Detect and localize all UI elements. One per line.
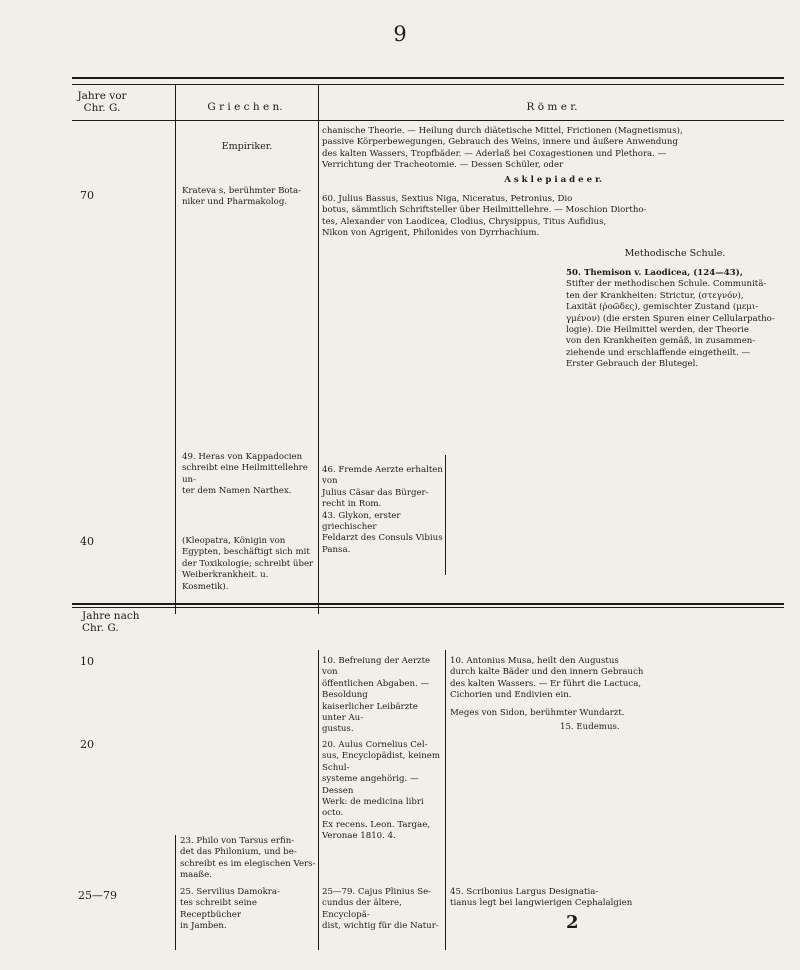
scribonius-line: tianus legt bei langwierigen Cephalalgien — [450, 898, 633, 909]
romans-col1-line: Feldarzt des Consuls Vibius — [322, 533, 443, 544]
year-20: 20 — [80, 738, 94, 751]
philo-line: det das Philonium, und be- — [180, 847, 297, 858]
years-after-line1: Jahre nach — [82, 610, 140, 622]
philo-line: 23. Philo von Tarsus erfin- — [180, 836, 295, 846]
themison-line: ten der Krankheiten: Strictur, (στεγνόν), — [566, 290, 744, 301]
romans-top-block — [322, 126, 784, 172]
romans-col1-line: recht in Rom. — [322, 499, 382, 510]
heras-line: 49. Heras von Kappadocien — [182, 452, 303, 462]
heras-line: schreibt eine Heilmittellehre un- — [182, 463, 308, 485]
method-school-heading: Methodische Schule. — [624, 248, 726, 259]
col-rule-years — [175, 84, 176, 614]
plinius-line: cundus der ältere, Encyclopä- — [322, 898, 402, 920]
col-rule-years-ad — [175, 835, 176, 950]
years-before-line2: Chr. G. — [83, 102, 121, 114]
page-number: 9 — [393, 22, 407, 46]
asklepiadeer-line: tes, Alexander von Laodicea, Clodius, Chrysippus, Titus Aufidius, — [322, 216, 607, 227]
years-after-line2: Chr. G. — [82, 622, 119, 634]
musa-line: des kalten Wassers. — Er führt die Lactuca, — [450, 678, 642, 689]
servilius-line: tes schreibt seine Receptbücher — [180, 898, 257, 920]
celsus-line: Werk: de medicina libri octo. — [322, 797, 424, 819]
asklepiadeer-line: 60. Julius Bassus, Sextius Niga, Niceratus, Petronius, Dio — [322, 194, 573, 204]
signature-mark: 2 — [566, 912, 579, 933]
romans-col1-line: Julius Cäsar das Bürger- — [322, 487, 429, 498]
philo-line: schreibt es im elegischen Vers- — [180, 858, 316, 869]
kleopatra-line: Weiberkrankheit. u. Kosmetik). — [182, 570, 269, 592]
plinius-line: 25—79. Cajus Plinius Se- — [322, 887, 432, 897]
kleopatra-line: der Toxikologie; schreibt über — [182, 558, 314, 569]
romans-ad-10-line: 10. Befreiung der Aerzte von — [322, 656, 431, 678]
celsus-line: 20. Aulus Cornelius Cel- — [322, 740, 428, 750]
themison-line: Stifter der methodischen Schule. Communitä- — [566, 279, 767, 290]
year-25-79: 25—79 — [78, 889, 117, 902]
greeks-column-header: G r i e c h e n. — [207, 101, 283, 113]
themison-line: logie). Die Heilmittel werden, der Theorie — [566, 325, 750, 336]
asklepiadeer-block — [322, 194, 784, 240]
themison-line: Erster Gebrauch der Blutegel. — [566, 359, 699, 370]
themison-line: von den Krankheiten gemäß, in zusammen- — [566, 336, 756, 347]
celsus-line: sus, Encyclopädist, keinem Schul- — [322, 751, 441, 773]
celsus-entry — [322, 740, 444, 843]
servilius-line: in Jamben. — [180, 921, 227, 932]
romans-col1-line: Pansa. — [322, 544, 351, 555]
years-before-header — [72, 90, 132, 114]
era-separator — [72, 603, 784, 605]
musa-line: Cichorien und Endivien ein. — [450, 690, 572, 701]
kratevas-line: Krateva s, berühmter Bota- — [182, 186, 302, 196]
servilius-line: 25. Servilius Damokra- — [180, 887, 280, 897]
year-70: 70 — [80, 189, 94, 202]
asklepiadeer-line: botus, sämmtlich Schriftsteller über Heilmittellehre. — Moschion Diortho- — [322, 205, 647, 216]
empiriker-heading: Empiriker. — [221, 141, 273, 152]
col-rule-greeks — [318, 84, 319, 614]
heras-entry — [182, 452, 316, 498]
themison-line: γμένον) (die ersten Spuren einer Cellularpatho- — [566, 313, 775, 324]
themison-entry — [566, 268, 786, 371]
years-after-header — [82, 610, 142, 634]
scribonius-entry — [450, 887, 784, 910]
kratevas-entry — [182, 186, 316, 209]
heras-line: ter dem Namen Narthex. — [182, 486, 292, 497]
kleopatra-entry — [182, 536, 316, 593]
kleopatra-line: Egypten, beschäftigt sich mit — [182, 547, 310, 558]
romans-ad-10-line: öffentlichen Abgaben. — Besoldung — [322, 678, 430, 701]
romans-ad-10 — [322, 656, 444, 736]
themison-line: 50. Themison v. Laodicea, (124—43), — [566, 268, 743, 278]
top-rule — [72, 77, 784, 79]
col-rule-greeks-ad — [318, 650, 319, 950]
asklepiadeer-heading: A s k l e p i a d e e r. — [504, 175, 602, 185]
celsus-line: Veronae 1810. 4. — [322, 831, 396, 842]
servilius-entry — [180, 887, 316, 933]
era-separator-thin — [72, 607, 784, 608]
celsus-line: systeme angehörig. — Dessen — [322, 774, 419, 796]
header-bottom-rule — [72, 120, 784, 121]
asklepiadeer-line: Nikon von Agrigent, Philonides von Dyrrhachium. — [322, 228, 540, 239]
philo-line: maaße. — [180, 870, 212, 881]
col-rule-romans-ad — [445, 650, 446, 950]
romans-column-header: R ö m e r. — [526, 101, 578, 113]
plinius-entry — [322, 887, 444, 933]
musa-line: durch kalte Bäder und den innern Gebrauch — [450, 667, 644, 678]
romans-top-line: des kalten Wassers, Tropfbäder. — Aderlaß bei Coxagestionen und Plethora. — — [322, 148, 667, 159]
musa-entry — [450, 656, 784, 702]
kleopatra-line: (Kleopatra, Königin von — [182, 536, 286, 546]
romans-col1-line: 43. Glykon, erster griechischer — [322, 510, 401, 533]
plinius-line: dist, wichtig für die Natur- — [322, 921, 439, 932]
musa-line: 10. Antonius Musa, heilt den Augustus — [450, 656, 619, 666]
romans-ad-10-line: kaiserlicher Leibärzte unter Au- — [322, 701, 418, 724]
romans-col1-entry — [322, 465, 446, 556]
romans-col1-line: 46. Fremde Aerzte erhalten von — [322, 465, 443, 487]
romans-ad-10-line: gustus. — [322, 724, 354, 735]
celsus-line: Ex recens. Leon. Targae, — [322, 819, 431, 830]
years-before-line1: Jahre vor — [77, 90, 127, 102]
header-top-rule — [72, 84, 784, 85]
kratevas-line: niker und Pharmakolog. — [182, 197, 288, 208]
themison-line: ziehende und erschlaffende eingetheilt. — — [566, 347, 751, 358]
romans-top-line: chanische Theorie. — Heilung durch diätetische Mittel, Frictionen (Magnetismus), — [322, 126, 683, 136]
year-40: 40 — [80, 535, 94, 548]
scribonius-line: 45. Scribonius Largus Designatia- — [450, 887, 599, 897]
romans-top-line: passive Körperbewegungen, Gebrauch des Weins, innere und äußere Anwendung — [322, 137, 678, 148]
meges-entry: Meges von Sidon, berühmter Wundarzt. — [450, 708, 625, 718]
romans-top-line: Verrichtung der Tracheotomie. — Dessen Schüler, oder — [322, 160, 564, 171]
philo-entry — [180, 836, 316, 882]
year-10: 10 — [80, 655, 94, 668]
themison-line: Laxität (ῥοῶδες), gemischter Zustand (μεμι- — [566, 302, 759, 313]
eudemus-entry: 15. Eudemus. — [560, 722, 620, 732]
